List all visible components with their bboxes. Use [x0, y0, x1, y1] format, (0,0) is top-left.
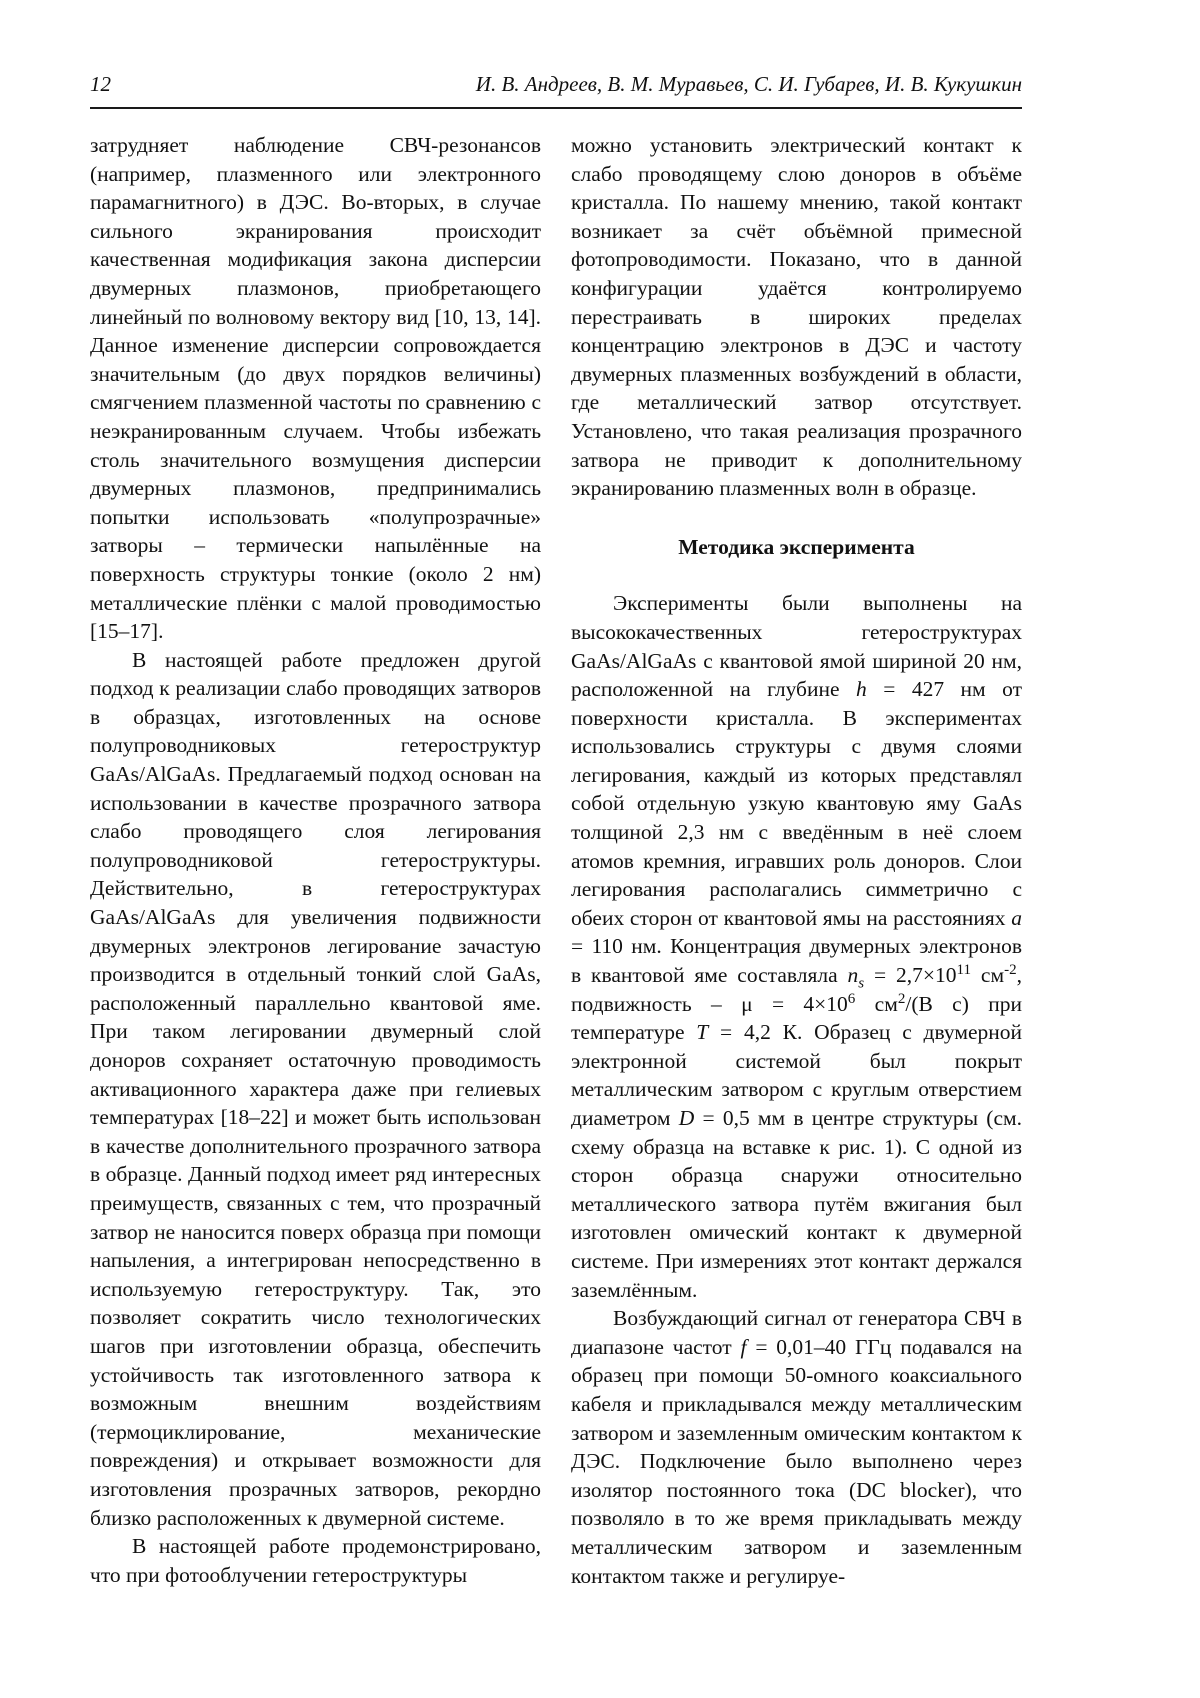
- paragraph: можно установить электрический контакт к слабо проводящему слою доноров в объёме кристалла. По нашему мнению, такой контакт возникает за счёт объёмной примесной фотопроводимости. Показано, что в данной конфигурации удаётся контролируемо перестраивать в широких пределах концентрацию электронов в ДЭС и частоту двумерных плазменных возбуждений в области, где металлический затвор отсутствует. Установлено, что такая реализация прозрачного затвора не приводит к дополнительному экранированию плазменных волн в образце.: [571, 133, 1022, 501]
- right-column-intro: [571, 131, 1022, 503]
- left-column: [90, 131, 541, 1590]
- left-column-paragraphs: [90, 131, 541, 1589]
- paragraph: затрудняет наблюдение СВЧ-резонансов (например, плазменного или электронного парамагнитного) в ДЭС. Во-вторых, в случае сильного экранирования происходит качественная модификация закона дисперсии двумерных плазмонов, приобретающего линейный по волновому вектору вид [10, 13, 14]. Данное изменение дисперсии сопровождается значительным (до двух порядков величины) смягчением плазменной частоты по сравнению с неэкранированным случаем. Чтобы избежать столь значительного возмущения дисперсии двумерных плазмонов, предпринимались попытки использовать «полупрозрачные» затворы – термически напылённые на поверхность структуры тонкие (около 2 нм) металлические плёнки с малой проводимостью [15–17].: [90, 133, 541, 644]
- page-number: 12: [90, 72, 111, 96]
- paragraph: Возбуждающий сигнал от генератора СВЧ в диапазоне частот f = 0,01–40 ГГц подавался на образец при помощи 50-омного коаксиального кабеля и прикладывался между металлическим затвором и заземленным омическим контактом к ДЭС. Подключение было выполнено через изолятор постоянного тока (DC blocker), что позволяло в то же время прикладывать между металлическим затвором и заземленным контактом также и регулируе-: [571, 1306, 1022, 1588]
- section-heading: Методика эксперимента: [678, 534, 915, 559]
- paragraph: В настоящей работе продемонстрировано, что при фотооблучении гетероструктуры: [90, 1534, 541, 1587]
- page-header: [90, 72, 1022, 109]
- paragraph: Эксперименты были выполнены на высококачественных гетероструктурах GaAs/AlGaAs с квантовой ямой шириной 20 нм, расположенной на глубине h = 427 нм от поверхности кристалла. В экспериментах использовались структуры с двумя слоями легирования, каждый из которых представлял собой отдельную узкую квантовую яму GaAs толщиной 2,3 нм с введённым в неё слоем атомов кремния, игравших роль доноров. Слои легирования располагались симметрично с обеих сторон от квантовой ямы на расстояниях a = 110 нм. Концентрация двумерных электронов в квантовой яме составляла $n_s = 2,7\times 10^{11}$ $см^{-2}$, подвижность – $\mu = 4\times 10^6$ $см^2/(В$ с) при температуре T = 4,2 К. Образец с двумерной электронной системой был покрыт металлическим затвором с круглым отверстием диаметром D = 0,5 мм в центре структуры (см. схему образца на вставке к рис. 1). С одной из сторон образца снаружи относительно металлического затвора путём вжигания был изготовлен омический контакт к двумерной системе. При измерениях этот контакт держался заземлённым.: [571, 591, 1023, 1302]
- header-authors: И. В. Андреев, В. М. Муравьев, С. И. Губарев, И. В. Кукушкин: [475, 72, 1022, 96]
- article-body: [90, 131, 1022, 1590]
- right-column: [571, 131, 1022, 1590]
- right-column-section: [571, 589, 1022, 1590]
- paragraph: В настоящей работе предложен другой подход к реализации слабо проводящих затворов в образцах, изготовленных на основе полупроводниковых гетероструктур GaAs/AlGaAs. Предлагаемый подход основан на использовании в качестве прозрачного затвора слабо проводящего слоя легирования полупроводниковой гетероструктуры. Действительно, в гетероструктурах GaAs/AlGaAs для увеличения подвижности двумерных электронов легирование зачастую производится в отдельный тонкий слой GaAs, расположенный параллельно квантовой яме. При таком легировании двумерный слой доноров сохраняет остаточную проводимость активационного характера даже при гелиевых температурах [18–22] и может быть использован в качестве дополнительного прозрачного затвора в образце. Данный подход имеет ряд интересных преимуществ, связанных с тем, что прозрачный затвор не наносится поверх образца при помощи напыления, а интегрирован непосредственно в используемую гетероструктуру. Так, это позволяет сократить число технологических шагов при изготовлении образца, обеспечить устойчивость так изготовленного затвора к возможным внешним воздействиям (термоциклирование, механические повреждения) и открывает возможности для изготовления прозрачных затворов, рекордно близко расположенных к двумерной системе.: [90, 647, 541, 1530]
